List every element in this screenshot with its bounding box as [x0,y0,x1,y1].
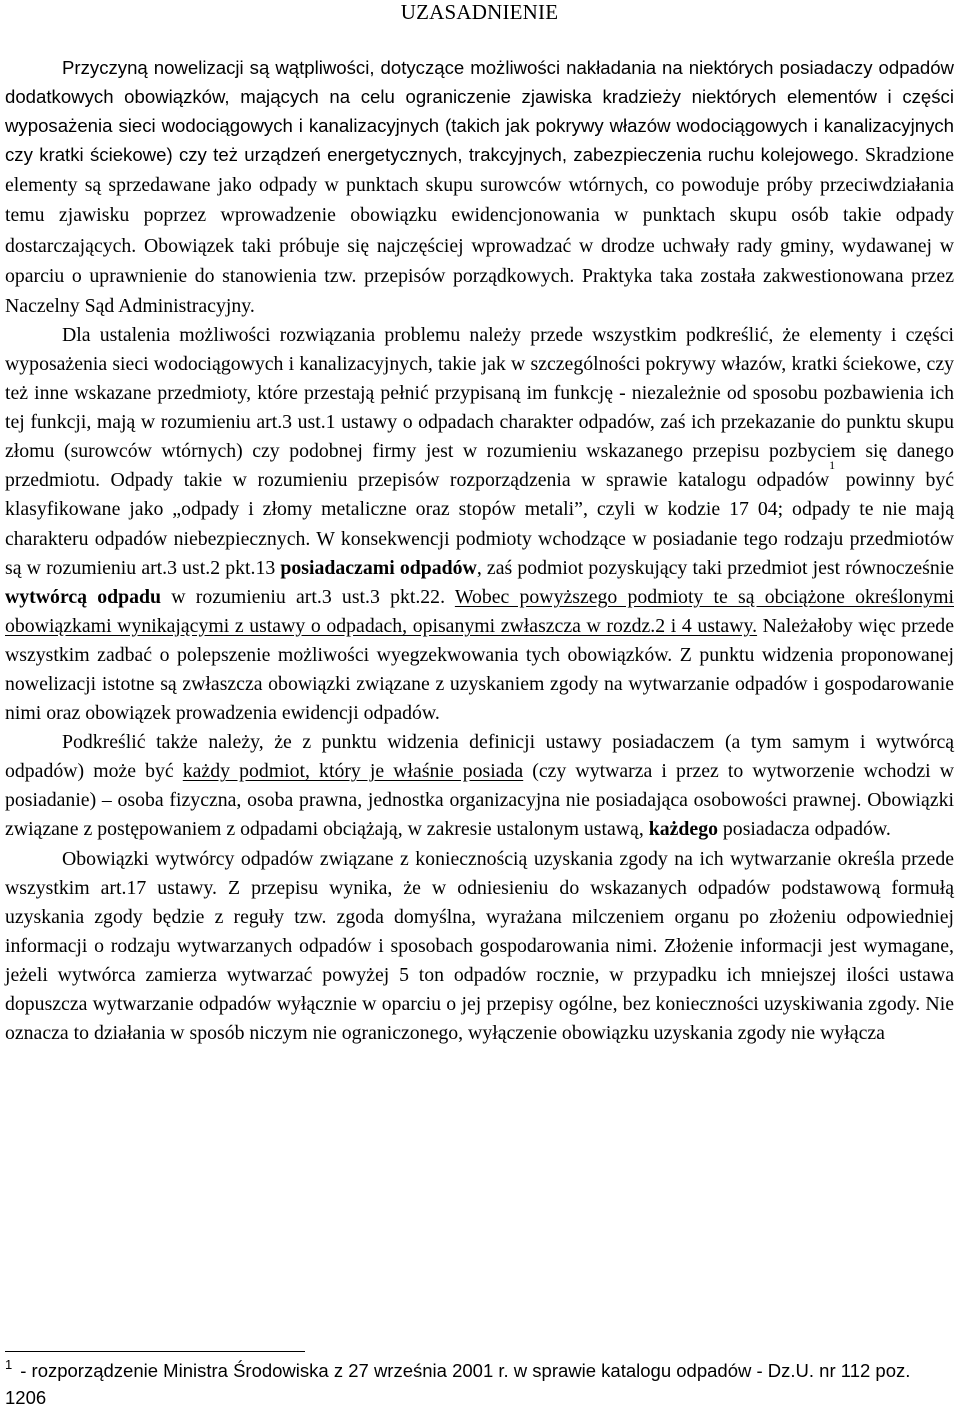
footnote-number: 1 [5,1357,13,1372]
paragraph-4 [5,845,954,1049]
paragraph-1-text-cont: Skradzione elementy są sprzedawane jako odpady w punktach skupu surowców wtórnych, co powoduje próby przeciwdziałania temu zjawisku poprzez wprowadzenie obowiązku ewidencjonowania w punktach skupu osób takie odpady dostarczających. Obowiązek taki próbuje się najczęściej wprowadzać w drodze uchwały rady gminy, wydawanej w oparciu o uprawnienie do stanowienia tzw. przepisów porządkowych. Praktyka taka została zakwestionowana przez Naczelny Sąd Administracyjny. [5,144,954,317]
paragraph-3 [5,728,954,844]
paragraph-1 [5,53,954,321]
footnote [5,1358,954,1410]
paragraph-3-text: Podkreślić także należy, że z punktu widzenia definicji ustawy posiadaczem (a tym samym i wytwórcą odpadów) może być [5,731,954,783]
paragraph-2-text-e: Należałoby więc przede wszystkim zadbać o polepszenie możliwości wyegzekwowania tych obowiązków. Z punktu widzenia proponowanej nowelizacji istotne są zwłaszcza obowiązki związane z uzyskaniem zgody na wytwarzanie odpadów i gospodarowanie nimi oraz obowiązek prowadzenia ewidencji odpadów. [5,614,954,725]
bold-term-kazdego: każdego [648,818,718,841]
footnote-ref[interactable]: 1 [829,458,836,473]
paragraph-3-text-c: posiadacza odpadów. [717,818,891,841]
bold-term-posiadacze: posiadaczami odpadów [280,556,477,579]
paragraph-2-text-b: powinny być klasyfikowane jako „odpady i złomy metaliczne oraz stopów metali”, czyli w kodzie 17 04; odpady te nie mają charakteru odpadów niebezpiecznych. W konsekwencji podmioty wchodzące w posiadanie tego rodzaju przedmiotów są w rozumieniu art.3 ust.2 pkt.13 [5,469,954,579]
underlined-kazdy-podmiot: każdy podmiot, który je właśnie posiada [182,760,524,783]
paragraph-2-text-d: w rozumieniu art.3 ust.3 pkt.22. [161,585,455,608]
paragraph-2-text-c: , zaś podmiot pozyskujący taki przedmiot jest równocześnie [476,556,955,579]
bold-term-wytworca: wytwórcą odpadu [5,585,162,608]
paragraph-2 [5,321,954,728]
paragraph-3-text-b: (czy wytwarza i przez to wytworzenie wchodzi w posiadanie) – osoba fizyczna, osoba prawna, jednostka organizacyjna nie posiadająca osobowości prawnej. Obowiązki związane z postępowaniem z odpadami obciążają, w zakresie ustalonym ustawą, [5,760,954,841]
paragraph-1-text: Przyczyną nowelizacji są wątpliwości, dotyczące możliwości nakładania na niektórych posiadaczy odpadów dodatkowych obowiązków, mających na celu ograniczenie zjawiska kradzieży niektórych elementów i części wyposażenia sieci wodociągowych i kanalizacyjnych (takich jak pokrywy włazów wodociągowych i kanalizacyjnych czy kratki ściekowe) czy też urządzeń energetycznych, trakcyjnych, zabezpieczenia ruchu kolejowego. [5,57,954,166]
paragraph-4-text: Obowiązki wytwórcy odpadów związane z koniecznością uzyskania zgody na ich wytwarzanie określa przede wszystkim art.17 ustawy. Z przepisu wynika, że w odniesieniu do wskazanych odpadów podstawową formułą uzyskania zgody będzie z reguły tzw. zgoda domyślna, wyrażana milczeniem organu po złożeniu odpowiedniej informacji o rodzaju wytwarzanych odpadów i sposobach gospodarowania nimi. Złożenie informacji jest wymagane, jeżeli wytwórca zamierza wytwarzać powyżej 5 ton odpadów rocznie, w przypadku ich mniejszej ilości ustawa dopuszcza wytwarzanie odpadów wyłącznie w oparciu o jej przepisy ogólne, bez konieczności uzyskiwania zgody. Nie oznacza to działania w sposób niczym nie ograniczonego, wyłączenie obowiązku uzyskania zgody nie wyłącza [5,847,954,1045]
document-title: UZASADNIENIE [400,0,559,24]
footnote-text: - rozporządzenie Ministra Środowiska z 27 września 2001 r. w sprawie katalogu odpadów - Dz.U. nr 112 poz. 1206 [5,1360,911,1408]
paragraph-2-text: Dla ustalenia możliwości rozwiązania problemu należy przede wszystkim podkreślić, że elementy i części wyposażenia sieci wodociągowych i kanalizacyjnych, takie jak w szczególności pokrywy włazów, kratki ściekowe, czy też inne wskazane przedmioty, które przestają pełnić przypisaną im funkcję - niezależnie od sposobu pozbawienia ich tej funkcji, mają w rozumieniu art.3 ust.1 ustawy o odpadach charakter odpadów, zaś ich przekazanie do punktu skupu złomu (surowców wtórnych) czy podobnej firmy jest w rozumieniu wskazanego przepisu pozbyciem się danego przedmiotu. Odpady takie w rozumieniu przepisów rozporządzenia w sprawie katalogu odpadów [5,323,954,492]
underlined-obligations: Wobec powyższego podmioty te są obciążone określonymi obowiązkami wynikającymi z ustawy o odpadach, opisanymi zwłaszcza w rozdz.2 i 4 ustawy. [5,585,954,637]
footnote-separator [5,1351,305,1352]
